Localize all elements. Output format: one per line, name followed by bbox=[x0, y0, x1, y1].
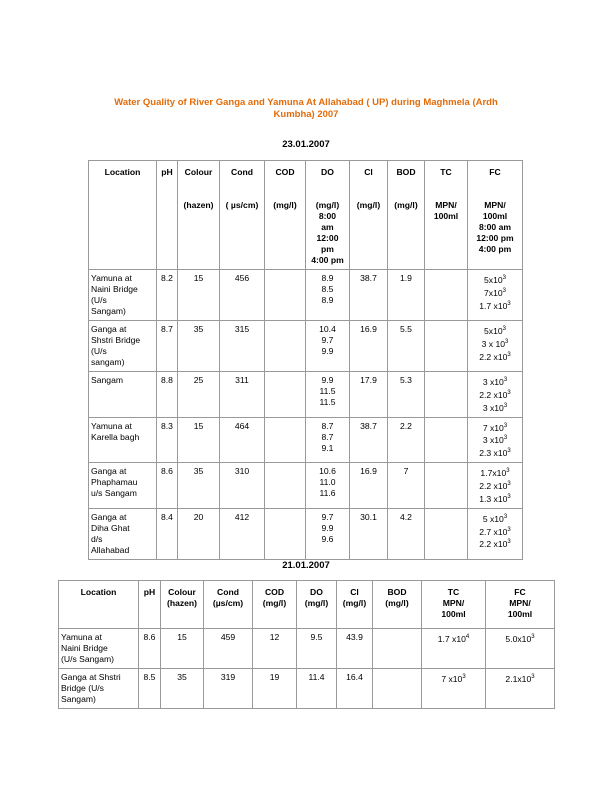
header-text: COD bbox=[275, 167, 295, 177]
cell-text: Phaphamau bbox=[91, 477, 138, 488]
location-cell bbox=[89, 463, 157, 509]
cod-cell: 12 bbox=[253, 629, 297, 669]
column-header bbox=[220, 161, 265, 270]
section-date-2: 21.01.2007 bbox=[282, 560, 330, 571]
location-cell bbox=[89, 270, 157, 321]
tc-cell bbox=[422, 629, 486, 669]
header-text: (mg/l) bbox=[385, 598, 409, 608]
do-cell bbox=[306, 270, 350, 321]
column-header bbox=[139, 581, 161, 629]
header-text: (mg/l) bbox=[273, 200, 297, 210]
location-cell bbox=[89, 321, 157, 372]
cond-cell: 311 bbox=[220, 372, 265, 418]
table-row bbox=[89, 270, 523, 321]
header-text: TC bbox=[447, 587, 460, 597]
header-text: MPN/ bbox=[484, 200, 506, 210]
column-header bbox=[89, 161, 157, 270]
cell-text: 7 $x10^3$ bbox=[482, 422, 508, 433]
header-text: FC bbox=[514, 587, 526, 597]
bod-cell bbox=[373, 669, 422, 709]
cell-text: $5x10^3$ bbox=[484, 325, 506, 336]
ph-cell: 8.2 bbox=[157, 270, 178, 321]
header-text: (µs/cm) bbox=[212, 598, 244, 608]
cod-cell: 19 bbox=[253, 669, 297, 709]
cod-cell bbox=[265, 508, 306, 559]
header-text: am bbox=[321, 222, 334, 232]
header-text: MPN/ bbox=[442, 598, 465, 608]
cell-text: sangam) bbox=[91, 357, 125, 367]
location-cell bbox=[59, 629, 139, 669]
cell-text: Sangam) bbox=[91, 306, 126, 316]
cell-text: 9.9 bbox=[321, 375, 334, 385]
column-header bbox=[178, 161, 220, 270]
cell-text: 11.0 bbox=[319, 477, 336, 488]
header-text: (mg/l) bbox=[262, 598, 287, 608]
bod-cell bbox=[373, 629, 422, 669]
table-row bbox=[89, 417, 523, 463]
bod-cell: 1.9 bbox=[388, 270, 425, 321]
cl-cell: 17.9 bbox=[350, 372, 388, 418]
colour-cell: 25 bbox=[178, 372, 220, 418]
do-cell bbox=[306, 463, 350, 509]
bod-cell: 5.3 bbox=[388, 372, 425, 418]
fc-cell bbox=[468, 372, 523, 418]
column-header bbox=[306, 161, 350, 270]
ph-cell: 8.6 bbox=[139, 629, 161, 669]
cell-text: 2.7 $x10^3$ bbox=[479, 526, 511, 537]
cell-text: Sangam bbox=[91, 375, 124, 385]
header-text: pH bbox=[143, 587, 156, 597]
cell-text: $7x10^3$ bbox=[484, 287, 506, 298]
cell-text: Naini Bridge bbox=[61, 643, 108, 653]
cell-text: 8.7 bbox=[321, 431, 334, 442]
table-row bbox=[59, 669, 555, 709]
cell-text: 8.9 bbox=[321, 273, 334, 283]
colour-cell: 20 bbox=[178, 508, 220, 559]
colour-cell: 15 bbox=[178, 270, 220, 321]
header-text: 8:00 am bbox=[478, 222, 511, 232]
cell-text: 8.5 bbox=[321, 284, 334, 294]
fc-cell bbox=[468, 321, 523, 372]
ph-cell: 8.3 bbox=[157, 417, 178, 463]
cell-text: 1.7 $x10^4$ bbox=[437, 633, 470, 644]
cell-text: Naini Bridge bbox=[91, 284, 138, 294]
cell-text: 2.2 $x10^3$ bbox=[479, 351, 511, 362]
tc-cell bbox=[425, 270, 468, 321]
cond-cell: 310 bbox=[220, 463, 265, 509]
column-header bbox=[161, 581, 204, 629]
colour-cell: 15 bbox=[161, 629, 204, 669]
cond-cell: 412 bbox=[220, 508, 265, 559]
ph-cell: 8.4 bbox=[157, 508, 178, 559]
column-header bbox=[204, 581, 253, 629]
header-text: 4:00 pm bbox=[478, 244, 512, 254]
header-text: 100ml bbox=[433, 211, 459, 221]
cl-cell: 16.9 bbox=[350, 321, 388, 372]
cell-text: (U/s bbox=[91, 346, 107, 356]
table-row bbox=[89, 508, 523, 559]
tc-cell bbox=[425, 321, 468, 372]
header-text: (hazen) bbox=[183, 200, 214, 210]
do-cell bbox=[297, 669, 337, 709]
cell-text: Bridge (U/s bbox=[61, 683, 104, 693]
fc-cell bbox=[486, 669, 555, 709]
cl-cell: 38.7 bbox=[350, 270, 388, 321]
cell-text: 9.7 bbox=[321, 511, 334, 522]
header-text: 100ml bbox=[482, 211, 508, 221]
tc-cell bbox=[422, 669, 486, 709]
column-header bbox=[265, 161, 306, 270]
cell-text: u/s Sangam bbox=[91, 488, 137, 499]
location-cell bbox=[59, 669, 139, 709]
cell-text: 9.7 bbox=[321, 335, 334, 345]
header-text: (mg/l) bbox=[356, 200, 381, 210]
water-quality-table-2 bbox=[58, 580, 555, 709]
tc-cell bbox=[425, 417, 468, 463]
header-text: (mg/l) bbox=[342, 598, 367, 608]
header-text: DO bbox=[310, 587, 323, 597]
header-text: ( µs/cm) bbox=[225, 200, 259, 210]
cell-text: Ganga at bbox=[91, 466, 127, 477]
water-quality-table-1 bbox=[88, 160, 523, 560]
cell-text: 3 $x10^3$ bbox=[482, 402, 508, 413]
cell-text: 3 $x10^3$ bbox=[482, 376, 508, 387]
cell-text: $5x10^3$ bbox=[484, 274, 506, 285]
cell-text: Shstri Bridge bbox=[91, 335, 141, 345]
header-text: TC bbox=[440, 167, 452, 177]
cl-cell: 16.4 bbox=[337, 669, 373, 709]
column-header bbox=[350, 161, 388, 270]
header-text: MPN/ bbox=[435, 200, 457, 210]
header-text: Cond bbox=[231, 167, 253, 177]
header-text: pH bbox=[161, 167, 173, 177]
header-text: FC bbox=[489, 167, 501, 177]
header-text: Colour bbox=[184, 167, 213, 177]
cell-text: 10.6 bbox=[319, 466, 336, 477]
cell-text: Yamuna at bbox=[61, 632, 102, 642]
cell-text: 3 $x10^3$ bbox=[482, 435, 508, 446]
cell-text: 11.4 bbox=[308, 672, 325, 682]
header-text: pm bbox=[321, 244, 334, 254]
header-text: Colour bbox=[168, 587, 196, 597]
cell-text: 9.1 bbox=[321, 442, 334, 453]
header-text: 100ml bbox=[441, 609, 466, 619]
column-header bbox=[388, 161, 425, 270]
cell-text: 8.7 bbox=[321, 420, 334, 431]
bod-cell: 5.5 bbox=[388, 321, 425, 372]
cell-text: 9.5 bbox=[310, 632, 323, 642]
cell-text: Ganga at bbox=[91, 511, 127, 522]
table-row bbox=[89, 321, 523, 372]
fc-cell bbox=[468, 417, 523, 463]
header-text: Location bbox=[104, 167, 141, 177]
cell-text: (U/s bbox=[91, 295, 107, 305]
cl-cell: 43.9 bbox=[337, 629, 373, 669]
header-text: 8:00 bbox=[318, 211, 337, 221]
location-cell bbox=[89, 372, 157, 418]
cell-text: Diha Ghat bbox=[91, 522, 130, 533]
cell-text: 2.2 $x10^3$ bbox=[479, 480, 511, 491]
do-cell bbox=[306, 372, 350, 418]
header-text: Cond bbox=[217, 587, 239, 597]
cond-cell: 315 bbox=[220, 321, 265, 372]
column-header bbox=[297, 581, 337, 629]
cell-text: 2.3 $x10^3$ bbox=[479, 448, 511, 459]
cod-cell bbox=[265, 417, 306, 463]
header-text: Location bbox=[80, 587, 117, 597]
bod-cell: 4.2 bbox=[388, 508, 425, 559]
header-text: BOD bbox=[396, 167, 416, 177]
cell-text: 2.2 $x10^3$ bbox=[479, 389, 511, 400]
header-row bbox=[89, 161, 523, 270]
header-text: (mg/l) bbox=[315, 200, 340, 210]
cl-cell: 38.7 bbox=[350, 417, 388, 463]
colour-cell: 15 bbox=[178, 417, 220, 463]
column-header bbox=[59, 581, 139, 629]
cell-text: 2.2 $x10^3$ bbox=[479, 539, 511, 550]
column-header bbox=[373, 581, 422, 629]
table-row bbox=[59, 629, 555, 669]
location-cell bbox=[89, 417, 157, 463]
table-row bbox=[89, 463, 523, 509]
cell-text: d/s bbox=[91, 533, 103, 544]
header-text: 12:00 bbox=[316, 233, 339, 243]
ph-cell: 8.8 bbox=[157, 372, 178, 418]
cell-text: $1.7x10^3$ bbox=[480, 468, 510, 479]
column-header bbox=[337, 581, 373, 629]
cell-text: Sangam) bbox=[61, 694, 96, 704]
header-text: (hazen) bbox=[166, 598, 198, 608]
cell-text: Allahabad bbox=[91, 544, 130, 555]
cell-text: 7 $x10^3$ bbox=[441, 673, 466, 684]
header-text: 12:00 pm bbox=[476, 233, 514, 243]
do-cell bbox=[306, 321, 350, 372]
tc-cell bbox=[425, 372, 468, 418]
header-text: Cl bbox=[350, 587, 359, 597]
cell-text: 9.6 bbox=[321, 533, 334, 544]
cod-cell bbox=[265, 372, 306, 418]
cell-text: 10.4 bbox=[319, 324, 336, 334]
cond-cell: 464 bbox=[220, 417, 265, 463]
cell-text: Ganga at Shstri bbox=[61, 672, 121, 682]
cell-text: 3 x $10^3$ bbox=[481, 338, 509, 349]
tc-cell bbox=[425, 463, 468, 509]
cond-cell: 319 bbox=[204, 669, 253, 709]
header-text: (mg/l) bbox=[394, 200, 418, 210]
column-header bbox=[486, 581, 555, 629]
header-text: COD bbox=[264, 587, 285, 597]
cell-text: 9.9 bbox=[321, 346, 334, 356]
colour-cell: 35 bbox=[178, 321, 220, 372]
column-header bbox=[253, 581, 297, 629]
header-text: MPN/ bbox=[509, 598, 531, 608]
tc-cell bbox=[425, 508, 468, 559]
cell-text: Yamuna at bbox=[91, 420, 132, 431]
bod-cell: 7 bbox=[388, 463, 425, 509]
cod-cell bbox=[265, 463, 306, 509]
cod-cell bbox=[265, 270, 306, 321]
cell-text: Ganga at bbox=[91, 324, 127, 334]
cell-text: 11.6 bbox=[319, 488, 336, 499]
header-text: BOD bbox=[387, 587, 407, 597]
bod-cell: 2.2 bbox=[388, 417, 425, 463]
cell-text: Yamuna at bbox=[91, 273, 132, 283]
cell-text: (U/s Sangam) bbox=[61, 654, 115, 664]
cl-cell: 30.1 bbox=[350, 508, 388, 559]
page-title: Water Quality of River Ganga and Yamuna At Allahabad ( UP) during Maghmela (Ardh Kumbha) 2007 bbox=[114, 97, 498, 120]
cond-cell: 456 bbox=[220, 270, 265, 321]
cell-text: $5.0x10^3$ bbox=[505, 633, 535, 644]
column-header bbox=[157, 161, 178, 270]
header-text: 100ml bbox=[507, 609, 533, 619]
fc-cell bbox=[468, 463, 523, 509]
cl-cell: 16.9 bbox=[350, 463, 388, 509]
column-header bbox=[422, 581, 486, 629]
do-cell bbox=[306, 417, 350, 463]
ph-cell: 8.5 bbox=[139, 669, 161, 709]
colour-cell: 35 bbox=[178, 463, 220, 509]
do-cell bbox=[297, 629, 337, 669]
location-cell bbox=[89, 508, 157, 559]
cell-text: Karella bagh bbox=[91, 431, 140, 442]
fc-cell bbox=[486, 629, 555, 669]
colour-cell: 35 bbox=[161, 669, 204, 709]
ph-cell: 8.6 bbox=[157, 463, 178, 509]
do-cell bbox=[306, 508, 350, 559]
header-row bbox=[59, 581, 555, 629]
ph-cell: 8.7 bbox=[157, 321, 178, 372]
column-header bbox=[468, 161, 523, 270]
cod-cell bbox=[265, 321, 306, 372]
header-text: Cl bbox=[364, 167, 373, 177]
header-text: DO bbox=[321, 167, 334, 177]
cell-text: 5 $x10^3$ bbox=[482, 513, 508, 524]
cell-text: 1.3 $x10^3$ bbox=[479, 493, 511, 504]
cell-text: 11.5 bbox=[319, 397, 336, 407]
fc-cell bbox=[468, 270, 523, 321]
column-header bbox=[425, 161, 468, 270]
fc-cell bbox=[468, 508, 523, 559]
header-text: (mg/l) bbox=[304, 598, 329, 608]
cond-cell: 459 bbox=[204, 629, 253, 669]
section-date-1: 23.01.2007 bbox=[282, 139, 330, 150]
cell-text: 8.9 bbox=[321, 295, 334, 305]
cell-text: 1.7 $x10^3$ bbox=[479, 300, 511, 311]
cell-text: 11.5 bbox=[319, 386, 336, 396]
cell-text: 9.9 bbox=[321, 522, 334, 533]
header-text: 4:00 pm bbox=[311, 255, 344, 265]
table-row bbox=[89, 372, 523, 418]
cell-text: $2.1x10^3$ bbox=[505, 673, 535, 684]
